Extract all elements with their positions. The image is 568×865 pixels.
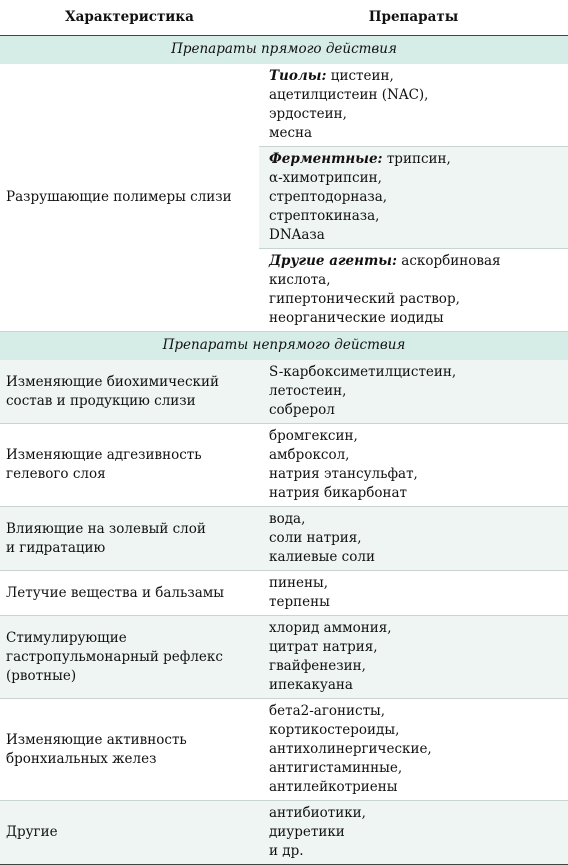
drug-group-other-agents: [259, 248, 568, 331]
drugs-cell: [259, 699, 568, 801]
section-direct-title: Препараты прямого действия: [0, 36, 568, 64]
drugs-cell: [259, 360, 568, 424]
characteristic-line: гастропульмонарный рефлекс: [6, 648, 223, 665]
characteristic-line: Другие: [6, 824, 58, 840]
table-row: [0, 801, 568, 865]
drug-item: летостеин,: [269, 383, 347, 399]
drug-item: пинены,: [269, 575, 329, 591]
drug-item: ипекакуана: [269, 677, 353, 693]
drug-item: собрерол: [269, 402, 335, 418]
drug-item: ацетилцистеин (NAC),: [269, 87, 429, 103]
characteristic-line: Влияющие на золевый слой: [6, 520, 206, 537]
drug-item: гипертонический раствор,: [269, 291, 460, 307]
characteristic-line: состав и продукцию слизи: [6, 392, 196, 409]
drug-item: неорганические иодиды: [269, 310, 444, 326]
drug-item: терпены: [269, 594, 330, 610]
drugs-cell: [259, 571, 568, 616]
characteristic-line: Стимулирующие: [6, 629, 127, 646]
drug-item: диуретики: [269, 824, 345, 840]
table-row: [0, 424, 568, 507]
table-row: [0, 571, 568, 616]
drugs-cell: [259, 424, 568, 507]
characteristic-line: Летучие вещества и бальзамы: [6, 584, 225, 601]
drug-item: натрия бикарбонат: [269, 485, 407, 501]
characteristic-cell: [0, 616, 259, 699]
characteristic-cell: [0, 424, 259, 507]
table-row-direct: [0, 64, 568, 332]
table-row: [0, 616, 568, 699]
group-term: Тиолы:: [269, 68, 327, 84]
characteristic-line: и гидратацию: [6, 539, 106, 556]
characteristic-cell: [0, 571, 259, 616]
drugs-cell: [259, 801, 568, 865]
table-row: [0, 360, 568, 424]
drug-item: бромгексин,: [269, 428, 358, 444]
characteristic-cell: [0, 360, 259, 424]
drug-groups-cell: [259, 64, 568, 332]
drug-item: антигистаминные,: [269, 760, 403, 776]
drug-item: антилейкотриены: [269, 779, 398, 795]
drugs-cell: [259, 507, 568, 571]
header-characteristic: Характеристика: [0, 0, 259, 36]
characteristic-line: Изменяющие активность: [6, 731, 187, 748]
drug-item: S-карбоксиметилцистеин,: [269, 364, 457, 380]
characteristic-line: бронхиальных желез: [6, 750, 157, 767]
drug-item: цитрат натрия,: [269, 639, 378, 655]
drug-item: DNAаза: [269, 227, 325, 243]
drug-item: трипсин,: [386, 151, 451, 167]
section-direct-row: [0, 36, 568, 64]
drug-item: антихолинергические,: [269, 741, 432, 757]
drug-item: α-химотрипсин,: [269, 170, 382, 186]
drug-item: стрептодорназа,: [269, 189, 388, 205]
drug-item: кортикостероиды,: [269, 722, 400, 738]
characteristic-cell: [0, 699, 259, 801]
drug-group-thiols: [259, 64, 568, 146]
section-indirect-row: [0, 332, 568, 360]
characteristic-cell: [0, 507, 259, 571]
section-indirect-title: Препараты непрямого действия: [0, 332, 568, 360]
group-term: Другие агенты:: [269, 253, 397, 269]
drug-item: гвайфенезин,: [269, 658, 366, 674]
characteristic-cell: [0, 801, 259, 865]
drug-item: эрдостеин,: [269, 106, 347, 122]
table-header-row: [0, 0, 568, 36]
drug-group-enzymes: [259, 146, 568, 248]
table-row: [0, 507, 568, 571]
drug-item: калиевые соли: [269, 549, 375, 565]
table-row: [0, 699, 568, 801]
characteristic-line: (рвотные): [6, 667, 77, 684]
drug-item: бета2-агонисты,: [269, 703, 386, 719]
drug-item: месна: [269, 125, 313, 141]
characteristic-line: Изменяющие биохимический: [6, 373, 219, 390]
drug-item: стрептокиназа,: [269, 208, 380, 224]
drug-item: аскорбиновая кислота,: [269, 253, 501, 288]
group-term: Ферментные:: [269, 151, 383, 167]
characteristic-cell: Разрушающие полимеры слизи: [0, 64, 259, 332]
drug-item: соли натрия,: [269, 530, 362, 546]
characteristic-line: Изменяющие адгезивность: [6, 447, 202, 463]
drugs-cell: [259, 616, 568, 699]
drug-item: амброксол,: [269, 447, 350, 463]
characteristic-line: гелевого слоя: [6, 466, 106, 482]
drug-item: хлорид аммония,: [269, 620, 392, 636]
drug-item: натрия этансульфат,: [269, 466, 418, 482]
drug-item: вода,: [269, 511, 306, 527]
header-drugs: Препараты: [259, 0, 568, 36]
drug-item: и др.: [269, 843, 304, 859]
drug-item: цистеин,: [330, 68, 394, 84]
drug-item: антибиотики,: [269, 805, 366, 821]
